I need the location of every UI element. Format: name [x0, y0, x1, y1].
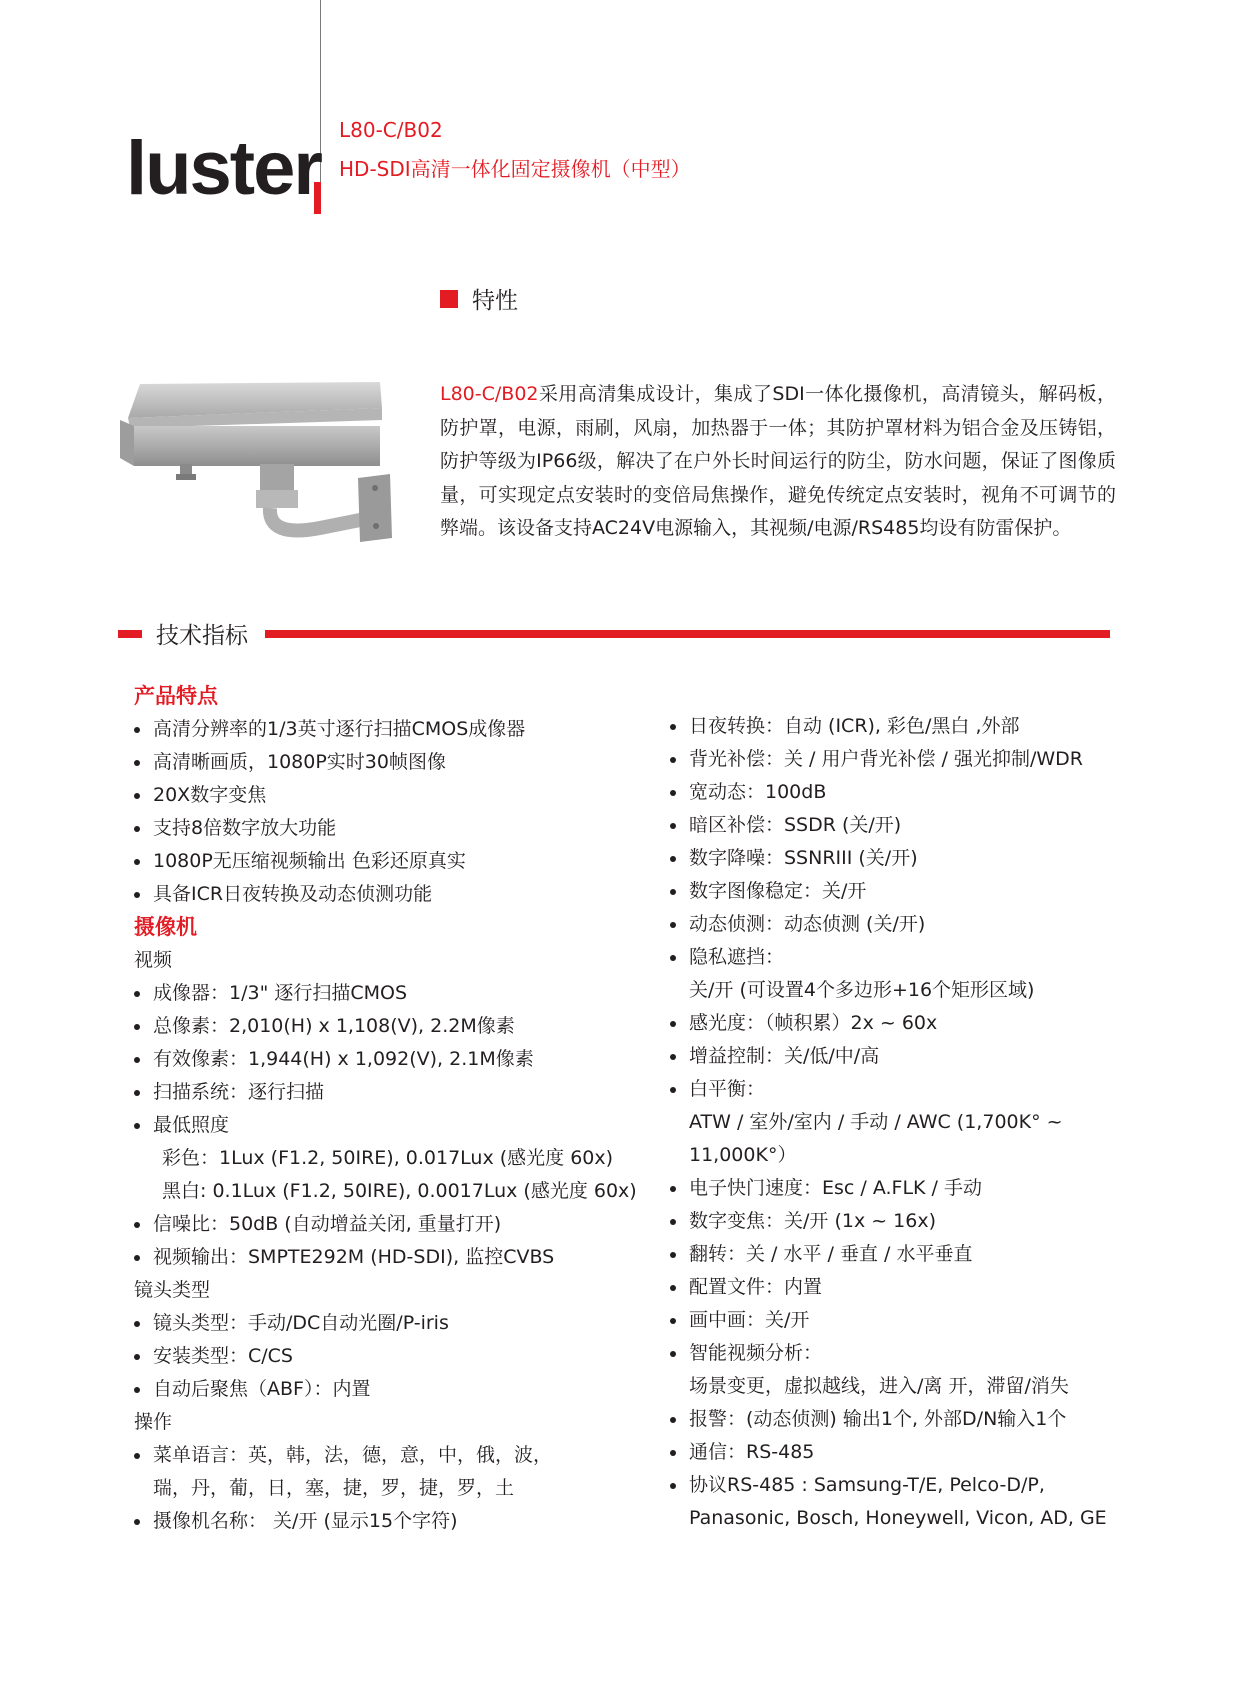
spec-item: 电子快门速度：Esc / A.FLK / 手动: [670, 1172, 1140, 1205]
spec-item: 配置文件：内置: [670, 1271, 1140, 1304]
spec-item-continuation: 11,000K°）: [689, 1144, 797, 1166]
spec-item: 支持8倍数字放大功能: [134, 812, 654, 845]
spec-item: 数字降噪：SSNRIII (关/开): [670, 842, 1140, 875]
spec-item: 高清分辨率的1/3英寸逐行扫描CMOS成像器: [134, 713, 654, 746]
features-heading-text: 特性: [472, 288, 518, 314]
section-title: 产品特点: [134, 684, 218, 708]
camera-product-image: [120, 378, 400, 548]
spec-item: 日夜转换：自动 (ICR), 彩色/黑白 ,外部: [670, 710, 1140, 743]
spec-item: 总像素：2,010(H) x 1,108(V), 2.2M像素: [134, 1010, 654, 1043]
spec-item: 报警：(动态侦测) 输出1个, 外部D/N输入1个: [670, 1403, 1140, 1436]
spec-item: 成像器：1/3" 逐行扫描CMOS: [134, 977, 654, 1010]
spec-item: 扫描系统：逐行扫描: [134, 1076, 654, 1109]
heading-bar-right: [265, 630, 1110, 638]
spec-item: 增益控制：关/低/中/高: [670, 1040, 1140, 1073]
spec-item: 镜头类型：手动/DC自动光圈/P-iris: [134, 1307, 654, 1340]
spec-item-continuation: 黑白: 0.1Lux (F1.2, 50IRE), 0.0017Lux (感光度 60x): [162, 1180, 637, 1202]
spec-item-continuation: 场景变更，虚拟越线，进入/离 开，滞留/消失: [689, 1375, 1069, 1397]
description-model-highlight: L80-C/B02: [440, 383, 539, 405]
brand-logo: luster: [126, 126, 321, 211]
features-heading: [440, 282, 518, 315]
spec-item-continuation: 瑞，丹，葡，日，塞，捷，罗，捷，罗，土: [153, 1477, 515, 1499]
spec-item: 协议RS-485 : Samsung-T/E, Pelco-D/P,: [670, 1469, 1140, 1502]
spec-item-continuation: 关/开 (可设置4个多边形+16个矩形区域): [689, 979, 1035, 1001]
spec-item: 通信：RS-485: [670, 1436, 1140, 1469]
subsection-title: 镜头类型: [134, 1279, 211, 1301]
spec-item: 智能视频分析：: [670, 1337, 1140, 1370]
spec-item: 视频输出：SMPTE292M (HD-SDI), 监控CVBS: [134, 1241, 654, 1274]
specs-left-column: [134, 680, 654, 1538]
spec-item: 背光补偿：关 / 用户背光补偿 / 强光抑制/WDR: [670, 743, 1140, 776]
spec-item: 动态侦测：动态侦测 (关/开): [670, 908, 1140, 941]
spec-item: 数字图像稳定：关/开: [670, 875, 1140, 908]
spec-item: 最低照度: [134, 1109, 654, 1142]
spec-item-continuation: Panasonic, Bosch, Honeywell, Vicon, AD, GE: [689, 1507, 1107, 1529]
subsection-title: 操作: [134, 1411, 173, 1433]
spec-item: 摄像机名称： 关/开 (显示15个字符): [134, 1505, 654, 1538]
spec-item: 隐私遮挡：: [670, 941, 1140, 974]
model-number: L80-C/B02: [339, 118, 443, 142]
spec-item: 安装类型：C/CS: [134, 1340, 654, 1373]
features-description: [440, 378, 1116, 546]
description-text: 采用高清集成设计，集成了SDI一体化摄像机，高清镜头，解码板，防护罩，电源，雨刷，风扇，加热器于一体；其防护罩材料为铝合金及压铸铝，防护等级为IP66级，解决了在户外长时间运行的防尘，防水问题，保证了图像质量，可实现定点安装时的变倍局焦操作，避免传统定点安装时，视角不可调节的弊端。该设备支持AC24V电源输入，其视频/电源/RS485均设有防雷保护。: [440, 383, 1116, 539]
product-title: HD-SDI高清一体化固定摄像机（中型）: [339, 157, 691, 181]
spec-item-continuation: 彩色：1Lux (F1.2, 50IRE), 0.017Lux (感光度 60x): [162, 1147, 614, 1169]
spec-item: 菜单语言：英，韩，法，德，意，中，俄，波，: [134, 1439, 654, 1472]
spec-item: 数字变焦：关/开 (1x ~ 16x): [670, 1205, 1140, 1238]
spec-item-continuation: ATW / 室外/室内 / 手动 / AWC (1,700K° ~: [689, 1111, 1063, 1133]
spec-item: 有效像素：1,944(H) x 1,092(V), 2.1M像素: [134, 1043, 654, 1076]
spec-item: 暗区补偿：SSDR (关/开): [670, 809, 1140, 842]
spec-item: 1080P无压缩视频输出 色彩还原真实: [134, 845, 654, 878]
heading-square-icon: [440, 290, 458, 308]
spec-item: 感光度：（帧积累）2x ~ 60x: [670, 1007, 1140, 1040]
specs-heading: [118, 617, 1110, 649]
specs-right-column: [670, 710, 1140, 1535]
spec-item: 信噪比：50dB (自动增益关闭, 重量打开): [134, 1208, 654, 1241]
subsection-title: 视频: [134, 949, 173, 971]
section-title: 摄像机: [134, 915, 197, 939]
spec-item: 宽动态：100dB: [670, 776, 1140, 809]
spec-item: 具备ICR日夜转换及动态侦测功能: [134, 878, 654, 911]
spec-item: 翻转：关 / 水平 / 垂直 / 水平垂直: [670, 1238, 1140, 1271]
spec-item: 白平衡：: [670, 1073, 1140, 1106]
spec-item: 高清晰画质，1080P实时30帧图像: [134, 746, 654, 779]
heading-bar-left: [118, 630, 142, 638]
spec-item: 20X数字变焦: [134, 779, 654, 812]
spec-item: 自动后聚焦（ABF）：内置: [134, 1373, 654, 1406]
spec-item: 画中画：关/开: [670, 1304, 1140, 1337]
specs-heading-text: 技术指标: [156, 623, 248, 649]
